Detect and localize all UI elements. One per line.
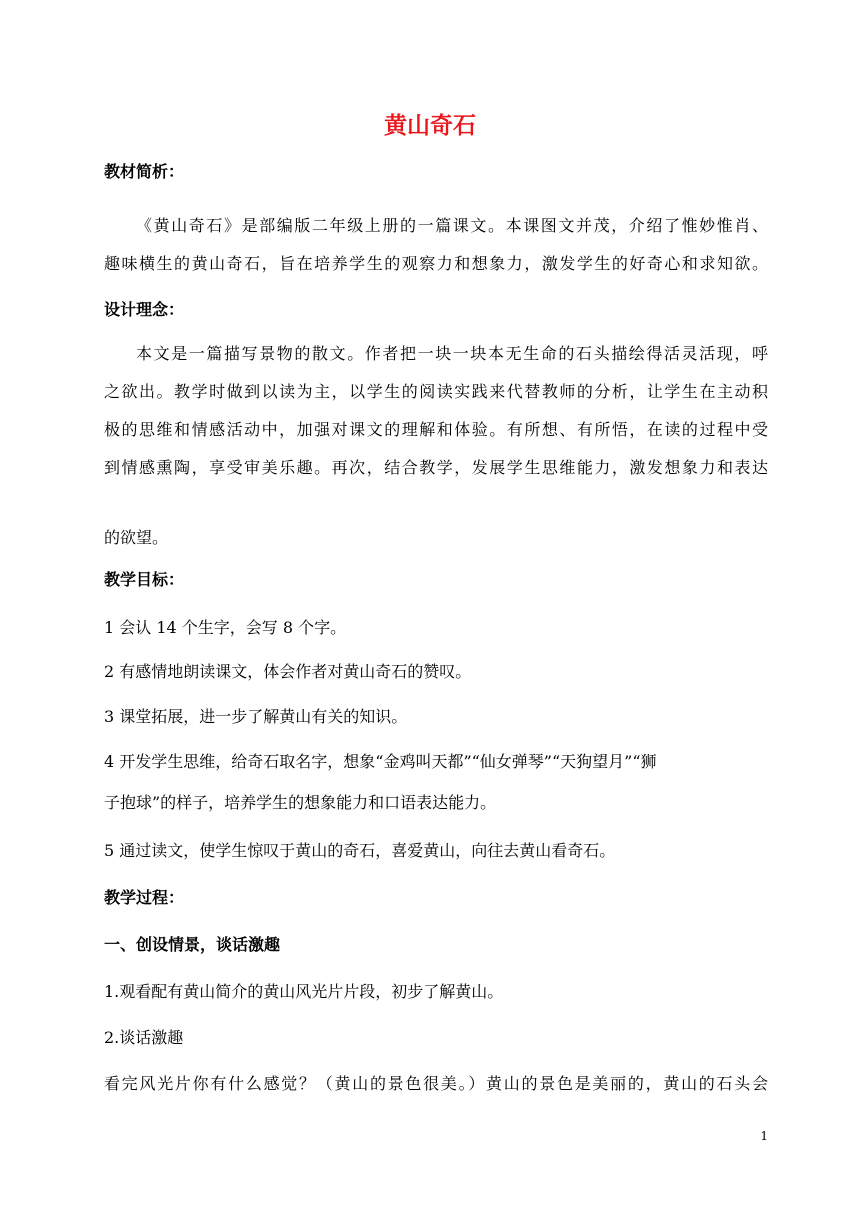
paragraph-line: 2.谈话激趣 — [104, 1028, 184, 1047]
goal-item: 子抱球”的样子，培养学生的想象能力和口语表达能力。 — [104, 793, 497, 812]
paragraph-line: 本文是一篇描写景物的散文。作者把一块一块本无生命的石头描绘得活灵活现，呼 — [136, 344, 768, 363]
goal-item: 5 通过读文，使学生惊叹于黄山的奇石，喜爱黄山，向往去黄山看奇石。 — [104, 841, 616, 860]
goal-item: 3 课堂拓展，进一步了解黄山有关的知识。 — [104, 707, 408, 726]
paragraph-line: 看完风光片你有什么感觉？（黄山的景色很美。）黄山的景色是美丽的，黄山的石头会 — [104, 1074, 768, 1093]
goal-item: 2 有感情地朗读课文，体会作者对黄山奇石的赞叹。 — [104, 662, 472, 681]
goal-item: 1 会认 14 个生字，会写 8 个字。 — [104, 618, 347, 637]
document-title: 黄山奇石 — [384, 113, 476, 139]
section-heading-design: 设计理念： — [104, 300, 185, 319]
paragraph-line: 之欲出。教学时做到以读为主，以学生的阅读实践来代替教师的分析，让学生在主动积 — [104, 382, 768, 401]
goal-item: 4 开发学生思维，给奇石取名字，想象“金鸡叫天都”“仙女弹琴”“天狗望月”“狮 — [104, 752, 657, 771]
subsection-heading: 一、创设情景，谈话激趣 — [104, 935, 281, 954]
page-number: 1 — [760, 1129, 768, 1143]
paragraph-line: 到情感熏陶，享受审美乐趣。再次，结合教学，发展学生思维能力，激发想象力和表达 — [104, 458, 768, 477]
paragraph-line: 极的思维和情感活动中，加强对课文的理解和体验。有所想、有所悟，在读的过程中受 — [104, 420, 768, 439]
paragraph-line: 的欲望。 — [104, 528, 169, 547]
section-heading-process: 教学过程： — [104, 888, 185, 907]
paragraph-line: 趣味横生的黄山奇石，旨在培养学生的观察力和想象力，激发学生的好奇心和求知欲。 — [104, 254, 768, 273]
paragraph-line: 1.观看配有黄山简介的黄山风光片片段，初步了解黄山。 — [104, 982, 504, 1001]
section-heading-textbook: 教材简析： — [104, 162, 185, 181]
paragraph-line: 《黄山奇石》是部编版二年级上册的一篇课文。本课图文并茂，介绍了惟妙惟肖、 — [136, 216, 768, 235]
section-heading-goals: 教学目标： — [104, 570, 185, 589]
